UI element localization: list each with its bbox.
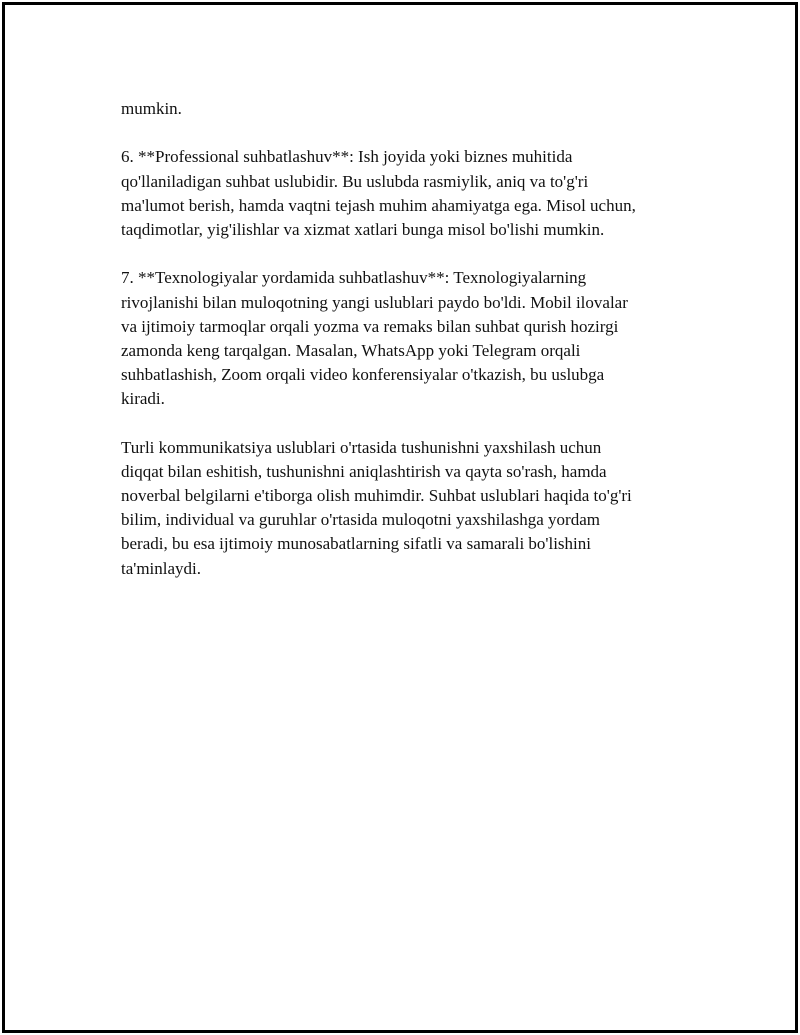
text-line: rivojlanishi bilan muloqotning yangi uslublari paydo bo'ldi. Mobil ilovalar: [121, 292, 628, 312]
text-line: 6. **Professional suhbatlashuv**: Ish joyida yoki biznes muhitida: [121, 147, 573, 167]
paragraph-gap: [121, 242, 711, 266]
document-body: [121, 97, 711, 581]
text-line: mumkin.: [121, 99, 182, 118]
text-line: ta'minlaydi.: [121, 558, 202, 578]
paragraph-conclusion: [121, 436, 711, 581]
text-line: noverbal belgilarni e'tiborga olish muhimdir. Suhbat uslublari haqida to'g'ri: [121, 486, 632, 505]
text-line: zamonda keng tarqalgan. Masalan, WhatsApp yoki Telegram orqali: [121, 340, 581, 360]
text-line: kiradi.: [121, 389, 165, 409]
paragraph-continuation: [121, 97, 711, 121]
text-line: 7. **Texnologiyalar yordamida suhbatlashuv**: Texnologiyalarning: [121, 268, 587, 288]
text-line: taqdimotlar, yig'ilishlar va xizmat xatlari bunga misol bo'lishi mumkin.: [121, 219, 605, 239]
text-line: beradi, bu esa ijtimoiy munosabatlarning sifatli va samarali bo'lishini: [121, 534, 591, 554]
paragraph-professional: [121, 145, 711, 242]
text-line: va ijtimoiy tarmoqlar orqali yozma va remaks bilan suhbat qurish hozirgi: [121, 316, 619, 336]
text-line: ma'lumot berish, hamda vaqtni tejash muhim ahamiyatga ega. Misol uchun,: [121, 195, 636, 215]
paragraph-gap: [121, 411, 711, 435]
text-line: Turli kommunikatsiya uslublari o'rtasida tushunishni yaxshilash uchun: [121, 437, 602, 457]
page-frame: [2, 2, 798, 1033]
text-line: diqqat bilan eshitish, tushunishni aniqlashtirish va qayta so'rash, hamda: [121, 461, 607, 481]
paragraph-technology: [121, 266, 711, 411]
text-line: bilim, individual va guruhlar o'rtasida muloqotni yaxshilashga yordam: [121, 510, 600, 530]
text-line: qo'llaniladigan suhbat uslubidir. Bu uslubda rasmiylik, aniq va to'g'ri: [121, 171, 589, 191]
paragraph-gap: [121, 121, 711, 145]
text-line: suhbatlashish, Zoom orqali video konferensiyalar o'tkazish, bu uslubga: [121, 365, 605, 385]
